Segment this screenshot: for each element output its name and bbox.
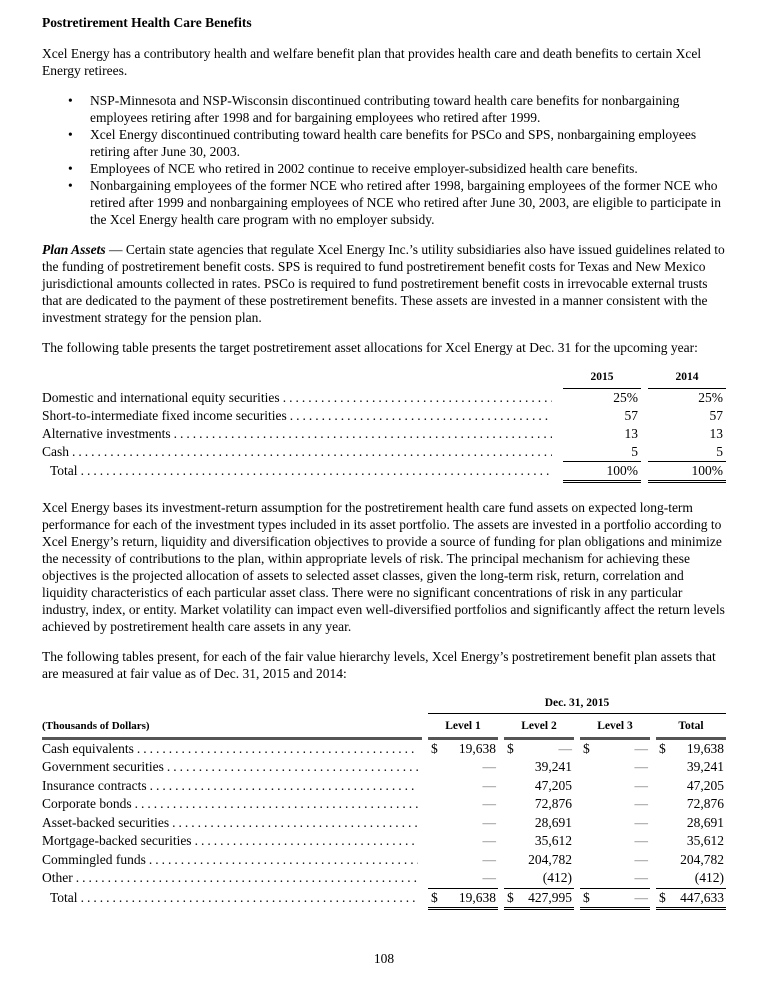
list-item bbox=[42, 177, 726, 228]
row-label: Total bbox=[50, 889, 78, 905]
bullet-text: Nonbargaining employees of the former NCE who retired after 1998, bargaining employees of the former NCE who retired after 1999 and nonbargaining employees of NCE who retired after June 30, 2003, are eligible to participate in the Xcel Energy health care program with no employer subsidy. bbox=[90, 178, 722, 227]
page-title: Postretirement Health Care Benefits bbox=[42, 15, 252, 30]
dot-leader bbox=[135, 795, 418, 813]
cell-total: (412) bbox=[656, 869, 726, 889]
table-row bbox=[42, 407, 726, 425]
table-row bbox=[42, 758, 726, 777]
plan-assets-paragraph bbox=[42, 241, 726, 326]
fair-value-intro: The following tables present, for each of the fair value hierarchy levels, Xcel Energy’s postretirement benefit plan assets that are measured at fair value as of Dec. 31, 2015 and 2014: bbox=[42, 649, 716, 681]
cell-level2: 28,691 bbox=[534, 814, 572, 830]
group-header-spacer bbox=[42, 695, 422, 714]
table-row bbox=[42, 389, 726, 407]
cell-2014: 13 bbox=[709, 426, 723, 441]
cell-level2: (412) bbox=[504, 869, 574, 889]
cell-total: $ 447,633 bbox=[656, 889, 726, 911]
bullet-text: Employees of NCE who retired in 2002 continue to receive employer-subsidized health care benefits. bbox=[90, 161, 638, 176]
dot-leader bbox=[81, 462, 552, 479]
cell-2014: 25% bbox=[698, 390, 723, 405]
plan-assets-lead: Plan Assets bbox=[42, 242, 106, 257]
table-row bbox=[42, 814, 726, 833]
units-label: (Thousands of Dollars) bbox=[42, 715, 422, 740]
bullet-icon: • bbox=[68, 178, 73, 193]
dot-leader bbox=[72, 443, 552, 460]
allocation-intro: The following table presents the target postretirement asset allocations for Xcel Energy at Dec. 31 for the upcoming year: bbox=[42, 340, 698, 355]
cell-level2: $ — bbox=[507, 740, 572, 756]
table-row bbox=[42, 795, 726, 814]
dot-leader bbox=[195, 832, 418, 850]
row-label: Other bbox=[42, 870, 73, 885]
list-item bbox=[42, 126, 726, 160]
bullet-icon: • bbox=[68, 127, 73, 142]
cell-level2: 39,241 bbox=[534, 759, 572, 774]
cell-total: 47,205 bbox=[686, 777, 724, 793]
cell-level3: $ — bbox=[580, 889, 650, 911]
cell-level1: — bbox=[482, 777, 496, 793]
table-row bbox=[42, 740, 726, 759]
dot-leader bbox=[137, 740, 418, 758]
cell-level2: 72,876 bbox=[534, 796, 572, 811]
cell-level2: $ 427,995 bbox=[504, 889, 574, 911]
table-row bbox=[42, 443, 726, 462]
cell-level3: — bbox=[634, 796, 648, 811]
bullet-list bbox=[42, 92, 726, 228]
bullet-text: NSP-Minnesota and NSP-Wisconsin discontinued contributing toward health care benefits for nonbargaining employees retiring after 1998 and for bargaining employees who retired after 1999. bbox=[90, 93, 680, 125]
fair-value-table-header bbox=[42, 715, 726, 740]
table-row bbox=[42, 777, 726, 796]
fair-value-group-header bbox=[42, 695, 726, 714]
cell-level3: — bbox=[634, 777, 648, 793]
intro-paragraph: Xcel Energy has a contributory health and welfare benefit plan that provides health care and death benefits to certain Xcel Energy retirees. bbox=[42, 46, 702, 78]
cell-total: 28,691 bbox=[686, 814, 724, 830]
row-label: Corporate bonds bbox=[42, 796, 132, 811]
row-label: Alternative investments bbox=[42, 426, 171, 441]
dot-leader bbox=[150, 777, 418, 795]
row-label: Commingled funds bbox=[42, 851, 146, 867]
cell-2014: 100% bbox=[648, 462, 726, 483]
cell-total: 35,612 bbox=[686, 833, 724, 848]
row-label: Government securities bbox=[42, 759, 164, 774]
cell-level2: 47,205 bbox=[534, 777, 572, 793]
dot-leader bbox=[172, 814, 418, 832]
dot-leader bbox=[290, 407, 552, 424]
plan-assets-text: — Certain state agencies that regulate Xcel Energy Inc.’s utility subsidiaries also have issued guidelines related to the funding of postretirement benefit costs. SPS is required to fund postretirement benefit costs for Texas and New Mexico jurisdictional amounts collected in rates. PSCo is required to fund postretirement benefit costs in irrevocable external trusts that are dedicated to the payment of these postretirement benefits. These assets are invested in a manner consistent with the investment strategy for the pension plan. bbox=[42, 242, 725, 325]
table-total-row bbox=[42, 462, 726, 483]
cell-level1: — bbox=[482, 833, 496, 848]
cell-level1: $ 19,638 bbox=[428, 889, 498, 911]
page-number: 108 bbox=[373, 951, 395, 966]
cell-total: 39,241 bbox=[686, 759, 724, 774]
cell-2015: 5 bbox=[563, 443, 641, 462]
row-label: Total bbox=[50, 463, 78, 478]
cell-total: 72,876 bbox=[686, 796, 724, 811]
cell-level1: — bbox=[428, 869, 498, 889]
cell-2015: 25% bbox=[613, 390, 638, 405]
cell-level1: — bbox=[482, 796, 496, 811]
column-header-2015: 2015 bbox=[563, 369, 641, 389]
row-label: Short-to-intermediate fixed income securities bbox=[42, 408, 287, 423]
allocation-table-header bbox=[42, 369, 726, 389]
dot-leader bbox=[167, 758, 418, 776]
table-row bbox=[42, 425, 726, 443]
dot-leader bbox=[149, 851, 418, 869]
dot-leader bbox=[174, 425, 552, 442]
column-header-level1: Level 1 bbox=[428, 715, 498, 740]
table-row bbox=[42, 851, 726, 870]
cell-level3: — bbox=[634, 851, 648, 867]
list-item bbox=[42, 160, 726, 177]
row-label: Cash bbox=[42, 444, 69, 459]
row-label: Asset-backed securities bbox=[42, 814, 170, 830]
column-header-2014: 2014 bbox=[648, 369, 726, 389]
dot-leader bbox=[81, 889, 418, 907]
cell-level1: $ 19,638 bbox=[431, 740, 496, 756]
column-header-level2: Level 2 bbox=[504, 715, 574, 740]
cell-level1: — bbox=[482, 851, 496, 867]
fair-value-table bbox=[42, 695, 726, 910]
cell-level2: 35,612 bbox=[534, 833, 572, 848]
bullet-icon: • bbox=[68, 161, 73, 176]
cell-2015: 57 bbox=[624, 408, 638, 423]
table-total-row bbox=[42, 889, 726, 911]
list-item bbox=[42, 92, 726, 126]
cell-level1: — bbox=[482, 759, 496, 774]
allocation-table bbox=[42, 369, 726, 483]
cell-level3: — bbox=[580, 869, 650, 889]
bullet-icon: • bbox=[68, 93, 73, 108]
row-label: Cash equivalents bbox=[42, 740, 134, 756]
cell-total: 204,782 bbox=[680, 851, 724, 867]
cell-2014: 5 bbox=[648, 443, 726, 462]
dot-leader bbox=[283, 389, 552, 406]
cell-2015: 13 bbox=[624, 426, 638, 441]
row-label: Domestic and international equity securities bbox=[42, 390, 280, 405]
table-row bbox=[42, 832, 726, 851]
investment-paragraph: Xcel Energy bases its investment-return assumption for the postretirement health care fund assets on expected long-term performance for each of the investment types included in its asset portfolio. The assets are invested in a portfolio according to Xcel Energy’s return, liquidity and diversification objectives to provide a source of funding for plan obligations and minimize the necessity of contributions to the plan, within appropriate levels of risk. The principal mechanism for achieving these objectives is the projected allocation of assets to selected asset classes, given the long-term risk, return, correlation and liquidity characteristics of each particular asset class. There were no significant concentrations of risk in any particular industry, index, or entity. Market volatility can impact even well-diversified portfolios and significantly affect the return levels achieved by postretirement health care assets in any year. bbox=[42, 500, 725, 634]
cell-2014: 57 bbox=[709, 408, 723, 423]
row-label: Mortgage-backed securities bbox=[42, 833, 192, 848]
cell-level3: — bbox=[634, 833, 648, 848]
cell-level2: 204,782 bbox=[528, 851, 572, 867]
cell-total: $ 19,638 bbox=[659, 740, 724, 756]
cell-level3: — bbox=[634, 759, 648, 774]
table-row bbox=[42, 869, 726, 889]
dot-leader bbox=[76, 869, 418, 887]
row-label: Insurance contracts bbox=[42, 777, 147, 793]
group-header-date: Dec. 31, 2015 bbox=[428, 695, 726, 714]
cell-level3: — bbox=[634, 814, 648, 830]
bullet-text: Xcel Energy discontinued contributing toward health care benefits for PSCo and SPS, nonbargaining employees retiring after June 30, 2003. bbox=[90, 127, 697, 159]
column-header-total: Total bbox=[656, 715, 726, 740]
cell-level3: $ — bbox=[583, 740, 648, 756]
cell-2015: 100% bbox=[563, 462, 641, 483]
cell-level1: — bbox=[482, 814, 496, 830]
column-header-level3: Level 3 bbox=[580, 715, 650, 740]
